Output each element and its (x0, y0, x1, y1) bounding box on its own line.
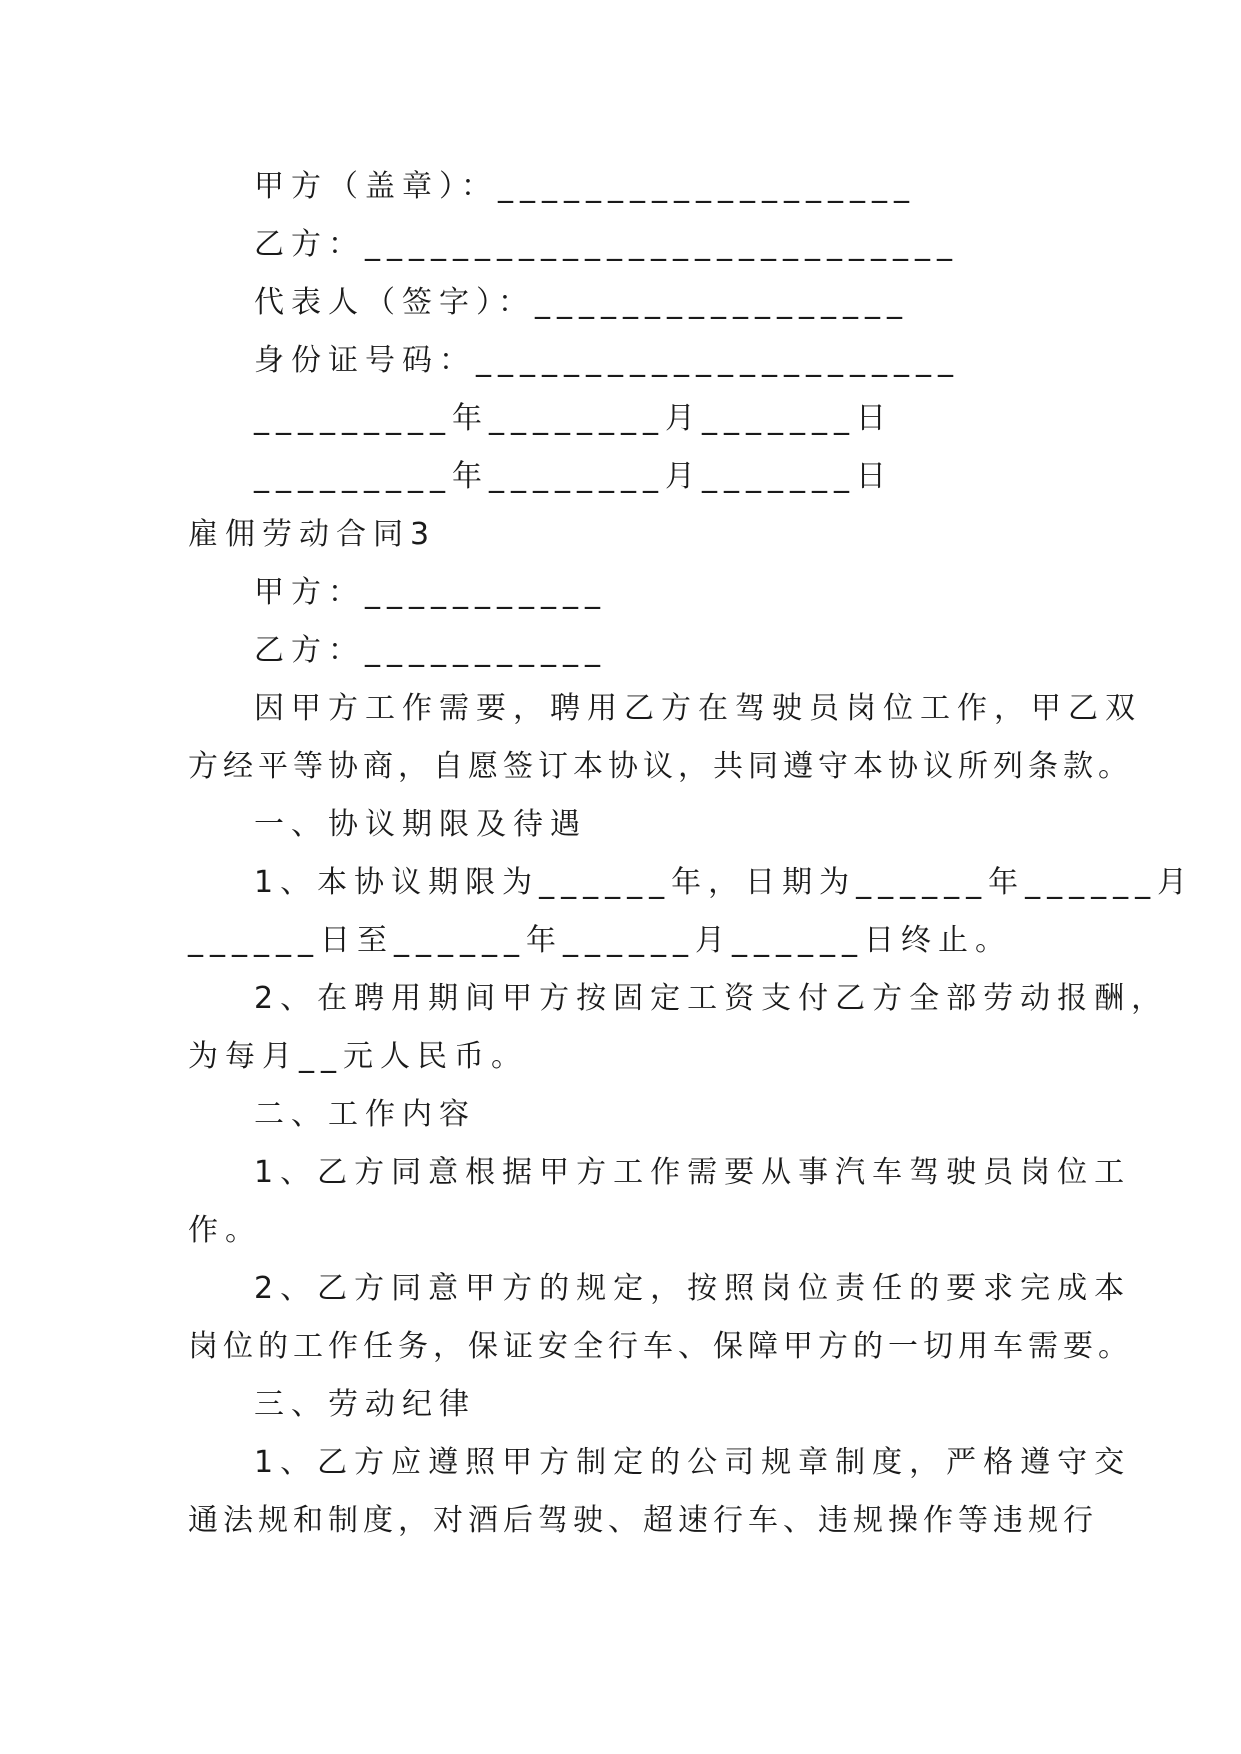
intro-paragraph-line-2: 方经平等协商，自愿签订本协议，共同遵守本协议所列条款。 (188, 749, 1133, 784)
clause-1-2-line-2: 为每月__元人民币。 (188, 1039, 528, 1074)
date-line-1: _________年________月_______日 (254, 401, 893, 436)
clause-2-2-line-1: 2、乙方同意甲方的规定，按照岗位责任的要求完成本 (254, 1271, 1132, 1306)
clause-3-1-line-1: 1、乙方应遵照甲方制定的公司规章制度，严格遵守交 (254, 1445, 1132, 1480)
section-3-heading: 三、劳动纪律 (254, 1387, 476, 1422)
section-2-heading: 二、工作内容 (254, 1097, 476, 1132)
section-1-heading: 一、协议期限及待遇 (254, 807, 587, 842)
party-a-seal-line: 甲方（盖章）：___________________ (254, 169, 916, 204)
clause-3-1-line-2: 通法规和制度，对酒后驾驶、超速行车、违规操作等违规行 (188, 1503, 1098, 1538)
party-b-line: 乙方：___________________________ (254, 227, 959, 262)
contract-title: 雇佣劳动合同3 (188, 517, 437, 552)
clause-1-1-line-2: ______日至______年______月______日终止。 (188, 923, 1012, 958)
clause-2-2-line-2: 岗位的工作任务，保证安全行车、保障甲方的一切用车需要。 (188, 1329, 1133, 1364)
clause-2-1-line-1: 1、乙方同意根据甲方工作需要从事汽车驾驶员岗位工 (254, 1155, 1132, 1190)
clause-1-2-line-1: 2、在聘用期间甲方按固定工资支付乙方全部劳动报酬， (254, 981, 1169, 1016)
clause-2-1-line-2: 作。 (188, 1213, 262, 1248)
representative-signature-line: 代表人（签字）：_________________ (254, 285, 909, 320)
id-number-line: 身份证号码：______________________ (254, 343, 960, 378)
party-a-line: 甲方：___________ (254, 575, 607, 610)
intro-paragraph-line-1: 因甲方工作需要，聘用乙方在驾驶员岗位工作，甲乙双 (254, 691, 1142, 726)
date-line-2: _________年________月_______日 (254, 459, 893, 494)
clause-1-1-line-1: 1、本协议期限为______年，日期为______年______月 (254, 865, 1195, 900)
party-b-line-2: 乙方：___________ (254, 633, 607, 668)
